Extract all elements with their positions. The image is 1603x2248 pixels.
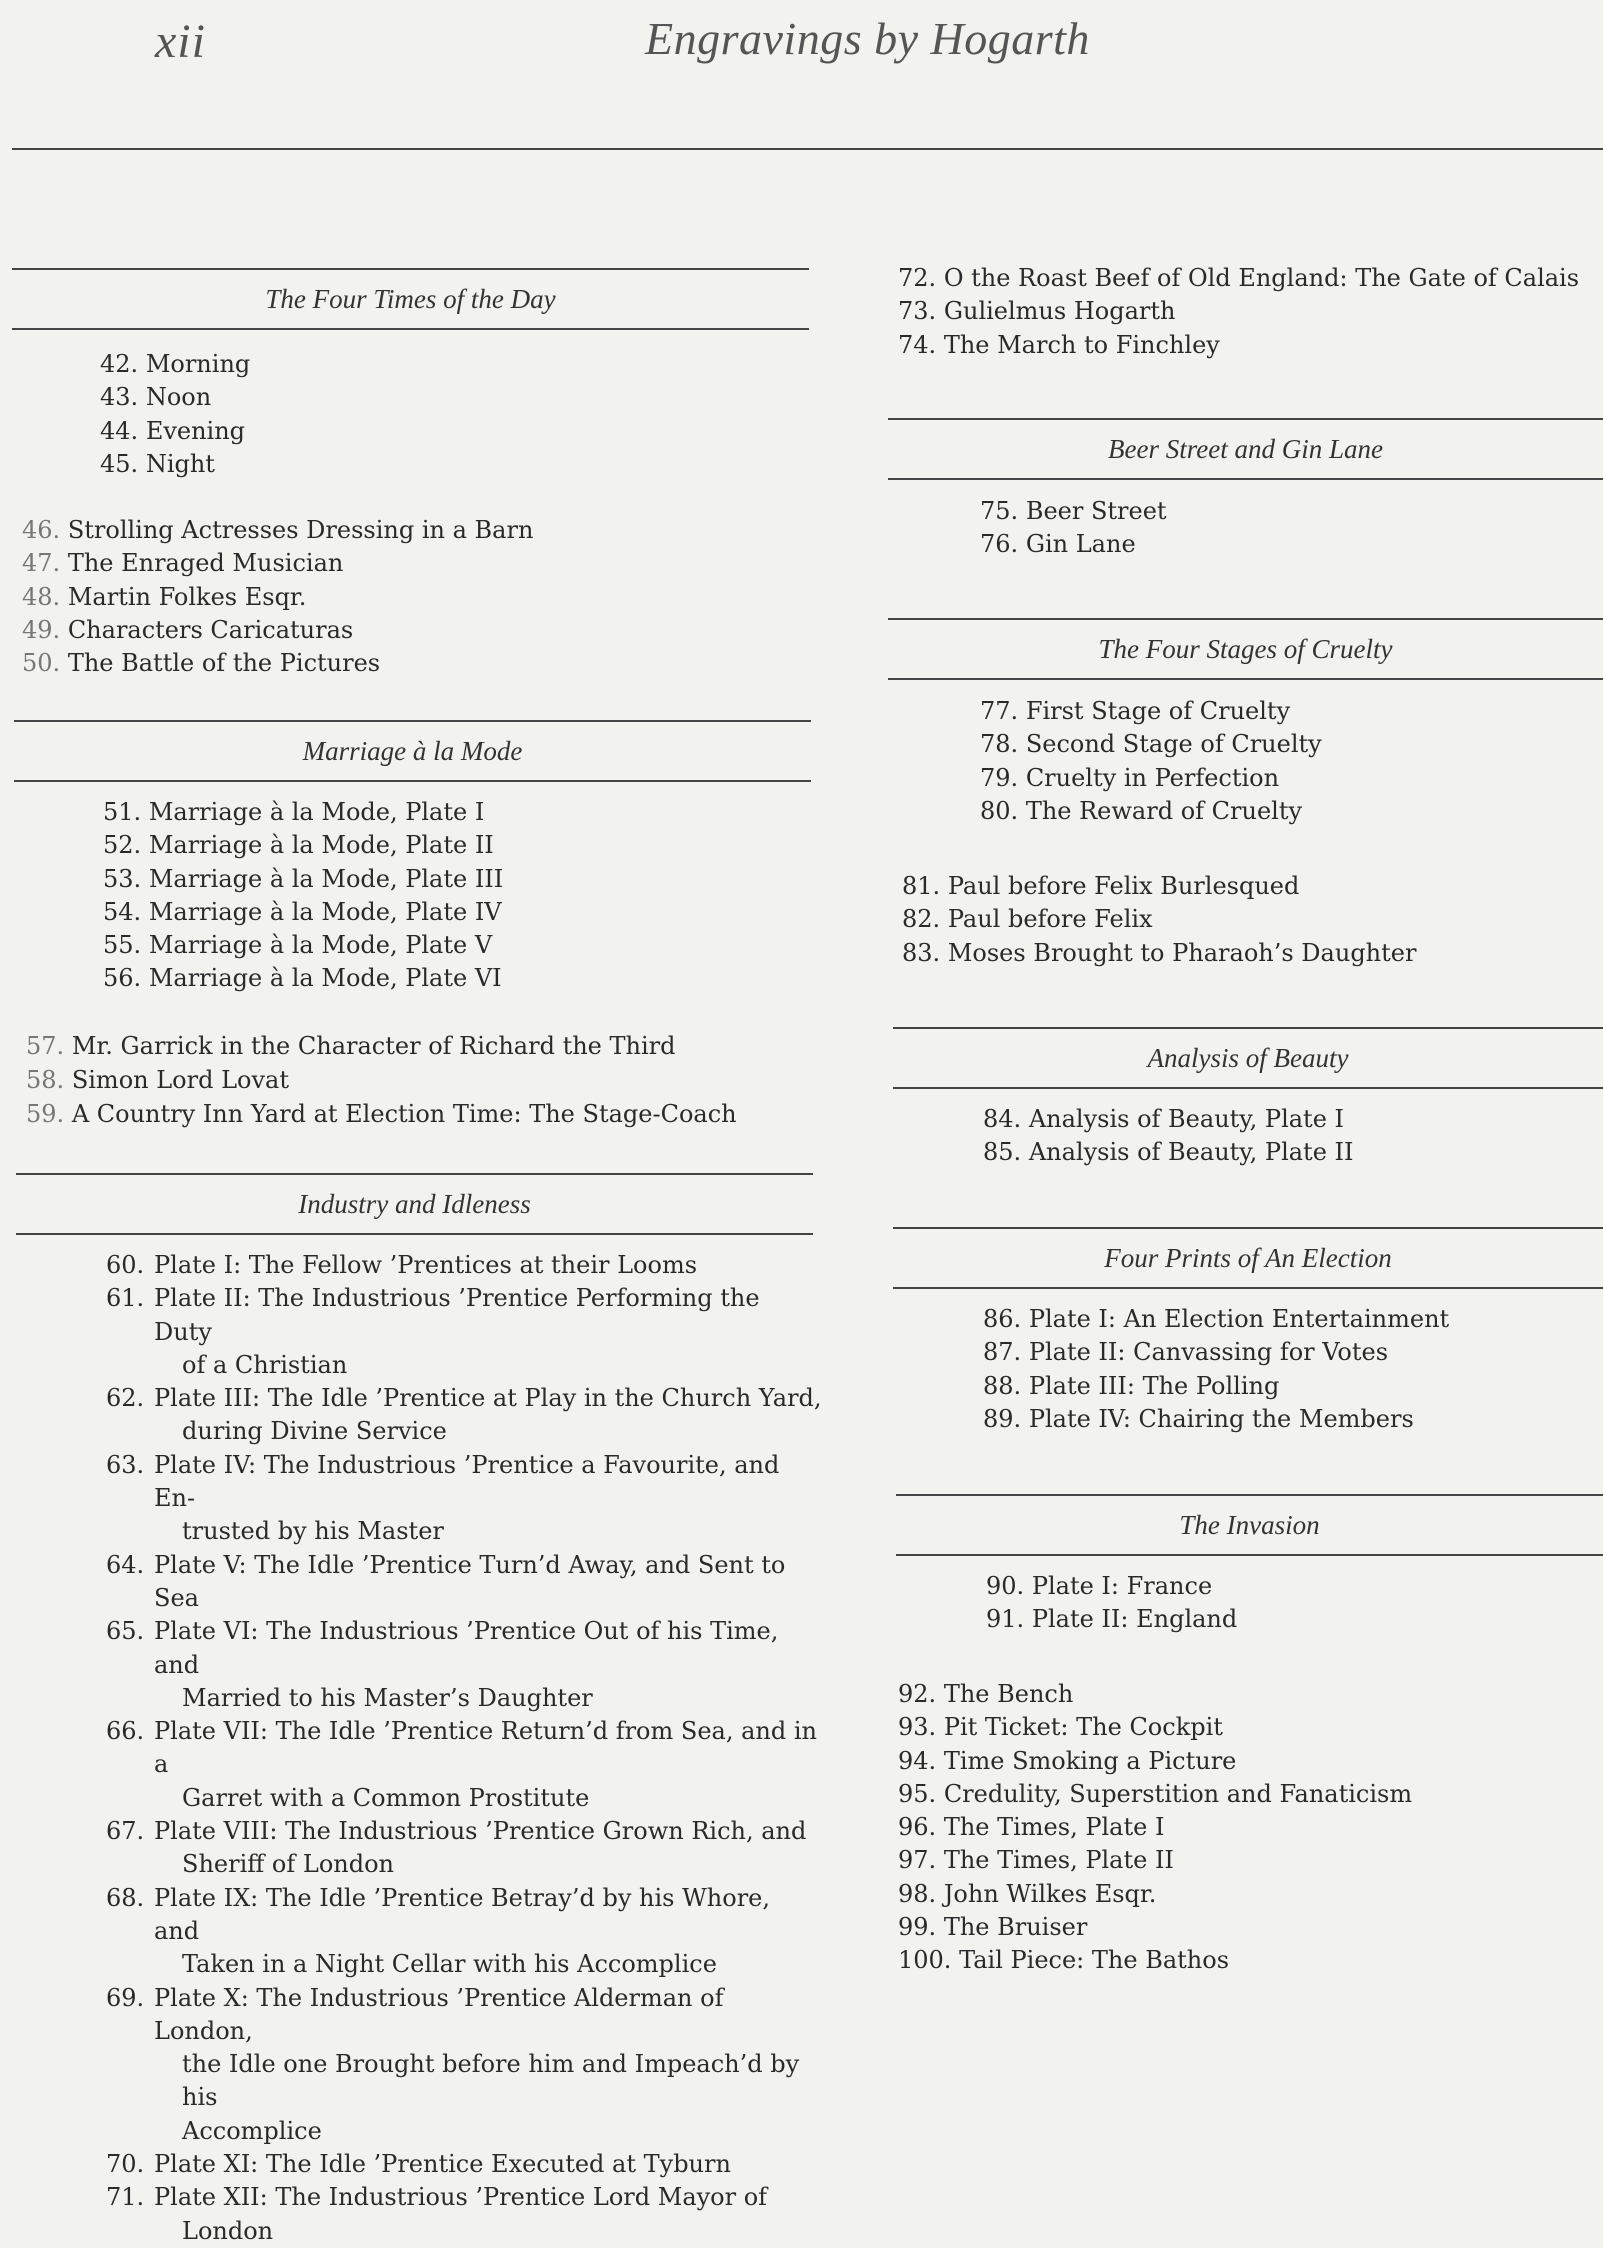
item-number: 67. [106, 1817, 145, 1846]
item-number: 95. [898, 1779, 937, 1808]
item-title: The Enraged Musician [67, 549, 344, 578]
list-item [103, 796, 503, 829]
list-item [106, 1382, 822, 1449]
item-number: 84. [983, 1105, 1022, 1133]
item-number: 81. [902, 872, 941, 900]
item-title: Martin Folkes Esqr. [67, 582, 307, 611]
item-title: Characters Caricaturas [67, 615, 354, 644]
item-number: 89. [983, 1404, 1022, 1433]
list-item [983, 1403, 1449, 1436]
list-item [983, 1370, 1449, 1403]
item-title: Paul before Felix [947, 905, 1153, 934]
list-item [898, 329, 1579, 362]
item-title: Plate III: The Polling [1028, 1371, 1280, 1400]
item-number: 60. [106, 1251, 145, 1279]
item-title: Plate VIII: The Industrious ’Prentice Grown Rich, and [154, 1817, 807, 1846]
item-title: Plate XII: The Industrious ’Prentice Lord Mayor of [154, 2183, 768, 2212]
item-number: 70. [106, 2150, 145, 2179]
item-title: Marriage à la Mode, Plate IV [148, 897, 502, 926]
section-header-invasion [896, 1494, 1603, 1556]
list-item [898, 1911, 1412, 1944]
item-title: Moses Brought to Pharaoh’s Daughter [947, 938, 1417, 967]
list-item [106, 1449, 822, 1549]
item-number: 57. [26, 1032, 65, 1060]
item-number: 63. [106, 1450, 145, 1479]
list-item [100, 415, 250, 448]
list-item [26, 1029, 737, 1063]
item-number: 61. [106, 1284, 145, 1313]
list-item [106, 1715, 822, 1815]
list-item [100, 448, 250, 481]
item-title-continued: during Divine Service [182, 1417, 447, 1446]
list-election [983, 1303, 1449, 1436]
list-item [106, 1815, 822, 1882]
header-rule [12, 148, 1603, 150]
item-title: Noon [145, 383, 212, 412]
list-item [106, 1882, 822, 1982]
item-number: 71. [106, 2183, 145, 2212]
item-title: Plate II: England [1031, 1605, 1238, 1634]
item-title: Plate VI: The Industrious ’Prentice Out of his Time, and [154, 1617, 779, 1679]
item-number: 47. [22, 549, 61, 578]
list-item [106, 1282, 822, 1382]
list-item [103, 929, 503, 962]
list-misc-57-59 [26, 1029, 737, 1131]
list-item [902, 870, 1416, 903]
list-item [986, 1570, 1237, 1603]
list-item [898, 1878, 1412, 1911]
item-title: Paul before Felix Burlesqued [947, 872, 1300, 900]
list-item [898, 1844, 1412, 1877]
item-title-continued: Married to his Master’s Daughter [182, 1683, 593, 1712]
item-number: 64. [106, 1550, 145, 1579]
list-beauty [983, 1103, 1354, 1170]
section-title: Beer Street and Gin Lane [1108, 434, 1383, 464]
list-item [106, 1249, 822, 1282]
item-number: 78. [980, 730, 1019, 759]
list-item [106, 1982, 822, 2148]
list-item [22, 647, 533, 680]
item-number: 85. [983, 1138, 1022, 1167]
rule [888, 678, 1603, 680]
list-item [902, 937, 1416, 970]
item-number: 88. [983, 1371, 1022, 1400]
rule [16, 1233, 813, 1235]
rule [893, 1287, 1603, 1289]
item-title: Analysis of Beauty, Plate II [1028, 1138, 1354, 1167]
item-number: 52. [103, 831, 142, 860]
rule [888, 478, 1603, 480]
item-number: 100. [898, 1946, 952, 1975]
item-number: 51. [103, 798, 142, 826]
list-item [898, 1678, 1412, 1711]
item-number: 48. [22, 582, 61, 611]
list-item [980, 762, 1322, 795]
list-item [106, 1615, 822, 1715]
item-number: 83. [902, 938, 941, 967]
item-title: The Battle of the Pictures [67, 649, 381, 678]
list-invasion [986, 1570, 1237, 1637]
list-item [898, 295, 1579, 328]
section-title: The Four Stages of Cruelty [1098, 634, 1393, 664]
item-title: Second Stage of Cruelty [1025, 730, 1322, 759]
item-number: 72. [898, 264, 937, 292]
item-title: The Bench [943, 1680, 1074, 1708]
item-title-continued: Taken in a Night Cellar with his Accomplice [182, 1950, 717, 1979]
list-item [898, 1944, 1412, 1977]
item-number: 44. [100, 416, 139, 445]
item-number: 98. [898, 1879, 937, 1908]
item-title: Gin Lane [1025, 530, 1136, 559]
item-title: Strolling Actresses Dressing in a Barn [67, 516, 534, 544]
item-title: Beer Street [1025, 497, 1167, 525]
item-number: 54. [103, 897, 142, 926]
item-number: 97. [898, 1846, 937, 1875]
item-number: 55. [103, 931, 142, 960]
list-cruelty [980, 695, 1322, 828]
item-number: 53. [103, 864, 142, 893]
item-number: 43. [100, 383, 139, 412]
item-number: 90. [986, 1572, 1025, 1600]
item-title: The Bruiser [943, 1913, 1088, 1942]
list-item [983, 1136, 1354, 1169]
item-number: 80. [980, 796, 1019, 825]
item-title: Plate VII: The Idle ’Prentice Return’d from Sea, and in a [154, 1717, 817, 1779]
item-title: First Stage of Cruelty [1025, 697, 1291, 725]
item-title: Simon Lord Lovat [71, 1066, 289, 1094]
item-number: 94. [898, 1746, 937, 1775]
running-head: Engravings by Hogarth [645, 13, 1090, 64]
list-item [26, 1063, 737, 1097]
section-title: Marriage à la Mode [302, 736, 523, 766]
list-misc-81-83 [902, 870, 1416, 970]
item-title: Plate I: France [1031, 1572, 1213, 1600]
item-number: 76. [980, 530, 1019, 559]
rule [12, 328, 809, 330]
item-number: 86. [983, 1305, 1022, 1333]
rule [14, 780, 811, 782]
list-item [902, 903, 1416, 936]
item-title: Credulity, Superstition and Fanaticism [943, 1779, 1413, 1808]
item-title: Plate IX: The Idle ’Prentice Betray’d by his Whore, and [154, 1883, 770, 1945]
item-title: Marriage à la Mode, Plate V [148, 931, 493, 960]
item-title: The Times, Plate II [943, 1846, 1174, 1875]
item-title: The March to Finchley [943, 330, 1220, 359]
list-beer-gin [980, 495, 1167, 562]
item-number: 99. [898, 1913, 937, 1942]
list-industry [106, 1249, 822, 2248]
list-item [22, 614, 533, 647]
item-number: 79. [980, 763, 1019, 792]
section-title: The Invasion [1179, 1510, 1320, 1540]
list-item [100, 348, 250, 381]
list-item [986, 1603, 1237, 1636]
rule [893, 1087, 1603, 1089]
item-number: 62. [106, 1384, 145, 1413]
item-title: Plate XI: The Idle ’Prentice Executed at Tyburn [154, 2150, 731, 2179]
list-misc-72-74 [898, 262, 1579, 362]
list-item [26, 1097, 737, 1131]
item-title: Plate IV: The Industrious ’Prentice a Favourite, and En- [154, 1450, 780, 1513]
item-title: Tail Piece: The Bathos [959, 1946, 1230, 1975]
item-title: Marriage à la Mode, Plate II [148, 831, 494, 860]
item-title-continued: of a Christian [182, 1350, 348, 1379]
item-number: 96. [898, 1813, 937, 1842]
item-title: Analysis of Beauty, Plate I [1028, 1105, 1345, 1133]
item-title: Mr. Garrick in the Character of Richard the Third [71, 1032, 676, 1060]
item-title: Plate X: The Industrious ’Prentice Alderman of London, [154, 1983, 724, 2045]
list-item [983, 1103, 1354, 1136]
item-title: The Times, Plate I [943, 1813, 1165, 1842]
item-title-continued: Accomplice [182, 2116, 322, 2145]
section-header-cruelty [888, 618, 1603, 680]
item-number: 73. [898, 297, 937, 326]
list-item [106, 2148, 822, 2181]
section-header-beer-gin [888, 418, 1603, 480]
item-number: 74. [898, 330, 937, 359]
item-number: 92. [898, 1680, 937, 1708]
section-title: Industry and Idleness [298, 1189, 531, 1219]
item-title: Time Smoking a Picture [943, 1746, 1237, 1775]
section-header-beauty [893, 1027, 1603, 1089]
section-header-marriage [14, 720, 811, 782]
item-title: Plate I: An Election Entertainment [1028, 1305, 1450, 1333]
list-item [980, 728, 1322, 761]
list-item [980, 695, 1322, 728]
item-title: O the Roast Beef of Old England: The Gate of Calais [943, 264, 1580, 292]
list-misc-92-100 [898, 1678, 1412, 1978]
item-number: 49. [22, 615, 61, 644]
item-number: 87. [983, 1338, 1022, 1367]
list-item [103, 863, 503, 896]
list-item [100, 381, 250, 414]
item-number: 75. [980, 497, 1019, 525]
list-item [22, 547, 533, 580]
item-title: Gulielmus Hogarth [943, 297, 1176, 326]
item-title-continued: trusted by his Master [182, 1517, 444, 1546]
item-title-continued: the Idle one Brought before him and Impeach’d by his [182, 2050, 800, 2112]
item-number: 93. [898, 1713, 937, 1742]
list-item [898, 1778, 1412, 1811]
rule [896, 1554, 1603, 1556]
section-header-election [893, 1227, 1603, 1289]
item-title: John Wilkes Esqr. [943, 1879, 1157, 1908]
section-title: The Four Times of the Day [265, 284, 556, 314]
item-number: 65. [106, 1617, 145, 1646]
item-number: 42. [100, 350, 139, 378]
item-title: The Reward of Cruelty [1025, 796, 1303, 825]
list-item [106, 1549, 822, 1616]
list-item [898, 1811, 1412, 1844]
item-title: Evening [145, 416, 246, 445]
item-title: Plate II: Canvassing for Votes [1028, 1338, 1389, 1367]
item-title: Plate IV: Chairing the Members [1028, 1404, 1414, 1433]
list-item [103, 962, 503, 995]
item-title: Plate III: The Idle ’Prentice at Play in the Church Yard, [154, 1384, 822, 1413]
item-title: A Country Inn Yard at Election Time: The Stage-Coach [71, 1100, 737, 1128]
page-folio: xii [155, 15, 206, 68]
item-title: Marriage à la Mode, Plate VI [148, 964, 502, 993]
item-title: Plate II: The Industrious ’Prentice Performing the Duty [154, 1284, 760, 1346]
list-misc-46-50 [22, 514, 533, 680]
list-marriage [103, 796, 503, 996]
item-number: 58. [26, 1066, 65, 1094]
item-title: Plate V: The Idle ’Prentice Turn’d Away, and Sent to Sea [154, 1550, 786, 1612]
item-number: 46. [22, 516, 61, 544]
list-item [983, 1336, 1449, 1369]
list-item [898, 1745, 1412, 1778]
item-number: 59. [26, 1100, 65, 1128]
list-item [983, 1303, 1449, 1336]
list-four-times [100, 348, 250, 481]
section-header-industry [16, 1173, 813, 1235]
list-item [103, 829, 503, 862]
item-title-continued: London [182, 2216, 274, 2245]
item-title: Marriage à la Mode, Plate I [148, 798, 485, 826]
item-title-continued: Garret with a Common Prostitute [182, 1783, 590, 1812]
list-item [106, 2181, 822, 2248]
item-title: Plate I: The Fellow ’Prentices at their Looms [154, 1251, 698, 1279]
list-item [898, 1711, 1412, 1744]
list-item [980, 795, 1322, 828]
list-item [898, 262, 1579, 295]
item-title-continued: Sheriff of London [182, 1850, 395, 1879]
item-title: Pit Ticket: The Cockpit [943, 1713, 1223, 1742]
item-number: 77. [980, 697, 1019, 725]
item-number: 66. [106, 1717, 145, 1746]
list-item [103, 896, 503, 929]
list-item [980, 495, 1167, 528]
item-title: Marriage à la Mode, Plate III [148, 864, 504, 893]
item-title: Cruelty in Perfection [1025, 763, 1280, 792]
item-number: 68. [106, 1883, 145, 1912]
list-item [22, 514, 533, 547]
item-number: 82. [902, 905, 941, 934]
item-number: 69. [106, 1983, 145, 2012]
item-title: Morning [145, 350, 251, 378]
section-title: Analysis of Beauty [1147, 1043, 1349, 1073]
list-item [980, 528, 1167, 561]
item-title: Night [145, 449, 215, 478]
item-number: 45. [100, 449, 139, 478]
item-number: 56. [103, 964, 142, 993]
item-number: 50. [22, 649, 61, 678]
list-item [22, 581, 533, 614]
item-number: 91. [986, 1605, 1025, 1634]
section-header-four-times [12, 268, 809, 330]
section-title: Four Prints of An Election [1104, 1243, 1392, 1273]
